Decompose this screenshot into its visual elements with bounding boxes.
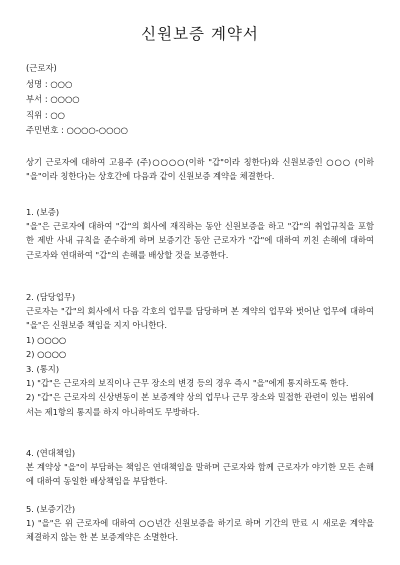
section-guarantee-period	[26, 502, 374, 545]
worker-name: 성명 : ○○○	[26, 78, 73, 89]
worker-department: 부서 : ○○○○	[26, 94, 80, 105]
section-text: 본 계약상 "을"이 부담하는 책임은 연대책임을 말하며 근로자와 함께 근로자가 야기한 모든 손해에 대하여 동일한 배상책임을 부담한다.	[26, 462, 374, 487]
section-title: 2. (담당업무)	[26, 292, 76, 302]
worker-header: (근로자)	[26, 63, 57, 73]
section-title: 5. (보증기간)	[26, 504, 76, 514]
section-item: 1) "을"은 위 근로자에 대하여 ○○년간 신원보증을 하기로 하며 기간의 만료 시 새로운 계약을 체결하지 않는 한 본 보증계약은 소멸한다.	[26, 518, 374, 543]
section-text: "을"은 근로자에 대하여 "갑"의 회사에 재직하는 동안 신원보증을 하고 "갑"의 취업규칙을 포함한 제반 사내 규칙을 준수하게 하며 보증기간 동안 근로자가 "갑"에 대하여 끼친 손해에 대하여 근로자와 연대하여 "갑"의 손해를 배상할 것을 보증한다.	[26, 221, 374, 260]
worker-info	[26, 61, 128, 139]
section-item: 1) ○○○○	[26, 334, 67, 345]
worker-position: 직위 : ○○	[26, 109, 65, 120]
section-guarantee	[26, 205, 374, 262]
intro-text: 상기 근로자에 대하여 고용주 (주)○○○○(이하 "갑"이라 칭한다)와 신원보증인 ○○○ (이하 "을"이라 칭한다)는 상호간에 다음과 같이 신원보증 계약을 체결한다.	[26, 157, 374, 182]
section-item: 1) "갑"은 근로자의 보직이나 근무 장소의 변경 등의 경우 즉시 "을"에게 통지하도록 한다.	[26, 378, 349, 389]
section-item: 2) ○○○○	[26, 348, 67, 359]
section-title: 3. (통지)	[26, 364, 60, 374]
section-title: 4. (연대책임)	[26, 448, 76, 458]
section-title: 1. (보증)	[26, 207, 60, 217]
worker-resident-number: 주민번호 : ○○○○-○○○○	[26, 125, 128, 136]
section-duties	[26, 290, 374, 361]
document-title: 신원보증 계약서	[141, 25, 259, 43]
intro-paragraph	[26, 155, 374, 183]
section-text: 근로자는 "갑"의 회사에서 다음 각호의 업무를 담당하며 본 계약의 업무와 벗어난 업무에 대하여 "을"은 신원보증 책임을 지지 아니한다.	[26, 306, 374, 331]
section-notice	[26, 362, 374, 419]
section-item: 2) "갑"은 근로자의 신상변동이 본 보증계약 상의 업무나 근무 장소와 밀접한 관련이 있는 범위에서는 제1항의 통지를 하지 아니하여도 무방하다.	[26, 392, 374, 417]
section-joint-liability	[26, 446, 374, 489]
